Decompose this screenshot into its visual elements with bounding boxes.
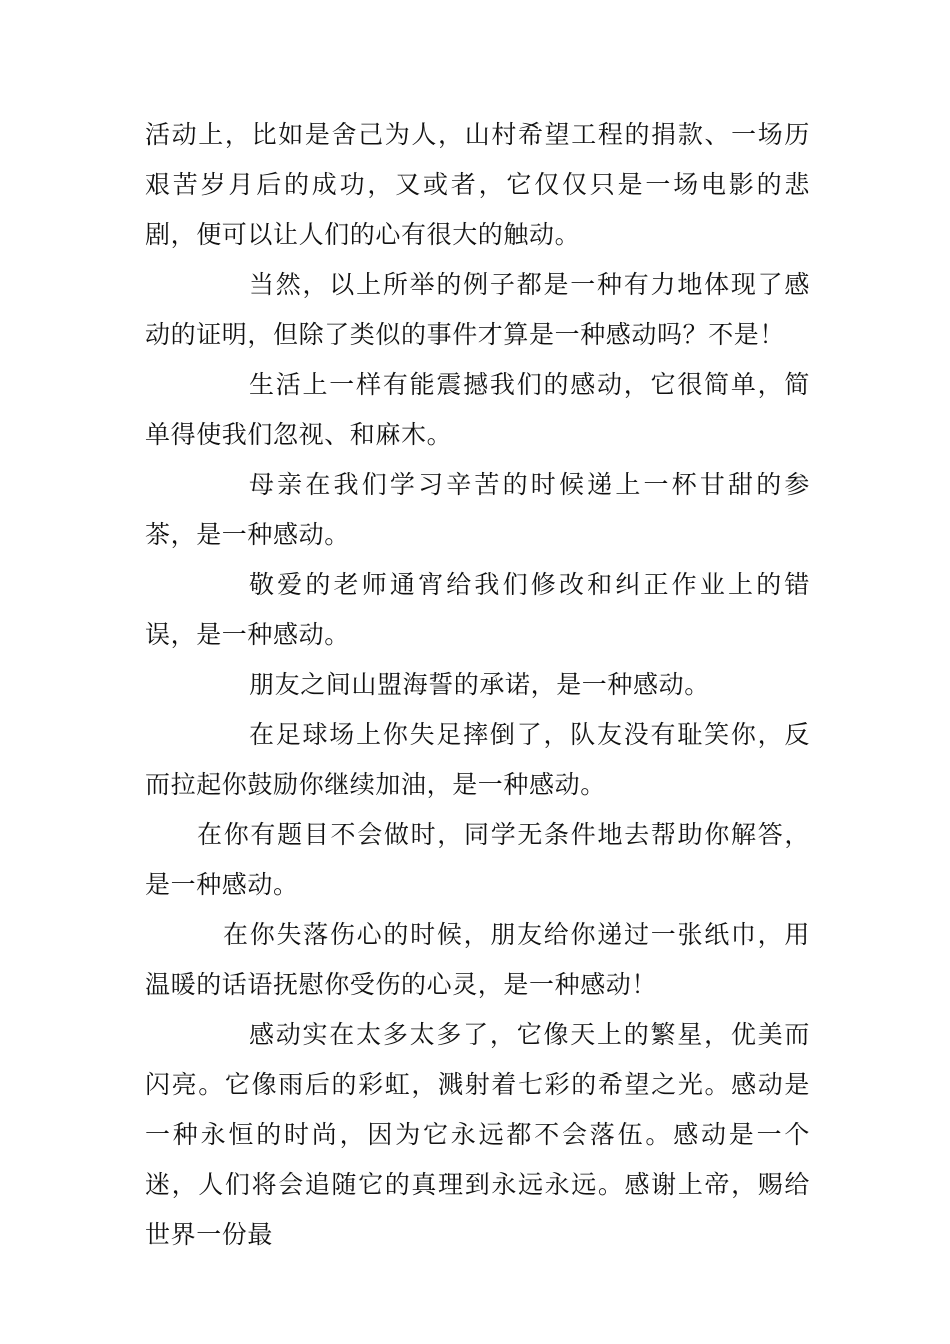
document-body [145,110,810,1260]
paragraph-6: 朋友之间山盟海誓的承诺，是一种感动。 [249,670,710,699]
paragraph-10: 感动实在太多太多了，它像天上的繁星，优美而闪亮。它像雨后的彩虹，溅射着七彩的希望之光。感动是一种永恒的时尚，因为它永远都不会落伍。感动是一个迷，人们将会追随它的真理到永远永远。感谢上帝，赐给世界一份最 [145,1020,810,1249]
paragraph-5: 敬爱的老师通宵给我们修改和纠正作业上的错误，是一种感动。 [145,570,810,649]
paragraph-9: 在你失落伤心的时候，朋友给你递过一张纸巾，用温暖的话语抚慰你受伤的心灵，是一种感动！ [145,920,810,999]
paragraph-3: 生活上一样有能震撼我们的感动，它很简单，简单得使我们忽视、和麻木。 [145,370,810,449]
paragraph-1: 活动上，比如是舍己为人，山村希望工程的捐款、一场历艰苦岁月后的成功，又或者，它仅仅只是一场电影的悲剧，便可以让人们的心有很大的触动。 [145,120,810,249]
paragraph-7: 在足球场上你失足摔倒了，队友没有耻笑你，反而拉起你鼓励你继续加油，是一种感动。 [145,720,810,799]
paragraph-8: 在你有题目不会做时，同学无条件地去帮助你解答，是一种感动。 [145,820,810,899]
paragraph-4: 母亲在我们学习辛苦的时候递上一杯甘甜的参茶，是一种感动。 [145,470,810,549]
paragraph-2: 当然，以上所举的例子都是一种有力地体现了感动的证明，但除了类似的事件才算是一种感动吗？不是！ [145,270,810,349]
